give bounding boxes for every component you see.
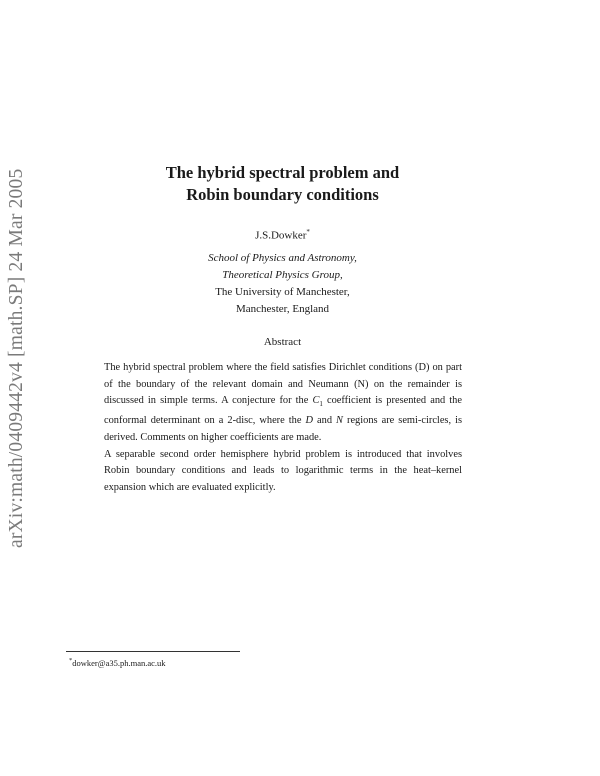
- footnote-email: dowker@a35.ph.man.ac.uk: [72, 657, 166, 668]
- abstract-body: [104, 360, 462, 497]
- author-footnote-mark: *: [306, 228, 310, 236]
- author-name: J.S.Dowker: [255, 229, 307, 242]
- title-line-1: The hybrid spectral problem and: [165, 163, 400, 182]
- math-d-symbol: D: [305, 415, 313, 427]
- footnote-rule: [66, 651, 240, 652]
- abstract-p1-part-a: The hybrid spectral problem where the field satisfies Dirichlet conditions (D) on part of the boundary of the relevant domain and Neumann (N) on the remainder is discussed in simple terms. A conjecture for the: [104, 362, 462, 407]
- arxiv-identifier-text: arXiv:math/0409442v4 [math.SP] 24 Mar 2005: [6, 168, 27, 548]
- paper-title: [0, 162, 565, 206]
- abstract-p1-part-c: regions are semi-circles, is derived. Comments on higher coefficients are made.: [104, 415, 463, 443]
- abstract-paragraph-1: [104, 360, 462, 447]
- affiliation-university: The University of Manchester,: [215, 286, 350, 298]
- abstract-paragraph-2: A separable second order hemisphere hybrid problem is introduced that involves Robin boundary conditions and leads to logarithmic terms in the heat–kernel expansion which are evaluated explicitly.: [104, 448, 462, 493]
- affiliation-location: Manchester, England: [235, 303, 330, 315]
- footnote: [69, 657, 166, 668]
- footnote-mark: *: [69, 657, 73, 664]
- math-c1-letter: C: [312, 395, 320, 407]
- affiliation-school: School of Physics and Astronomy,: [208, 252, 357, 264]
- abstract-p1-and: and: [313, 415, 337, 427]
- title-line-2: Robin boundary conditions: [186, 185, 379, 204]
- math-n-symbol: N: [336, 415, 343, 427]
- math-c1-subscript: 1: [319, 400, 323, 409]
- abstract-heading: Abstract: [263, 336, 302, 348]
- author-line: [0, 228, 565, 242]
- affiliation-group: Theoretical Physics Group,: [222, 269, 343, 281]
- affiliation-block: [0, 250, 565, 318]
- abstract-p1-part-b: coefficient is presented and the conformal determinant on a 2-disc, where the: [104, 395, 462, 427]
